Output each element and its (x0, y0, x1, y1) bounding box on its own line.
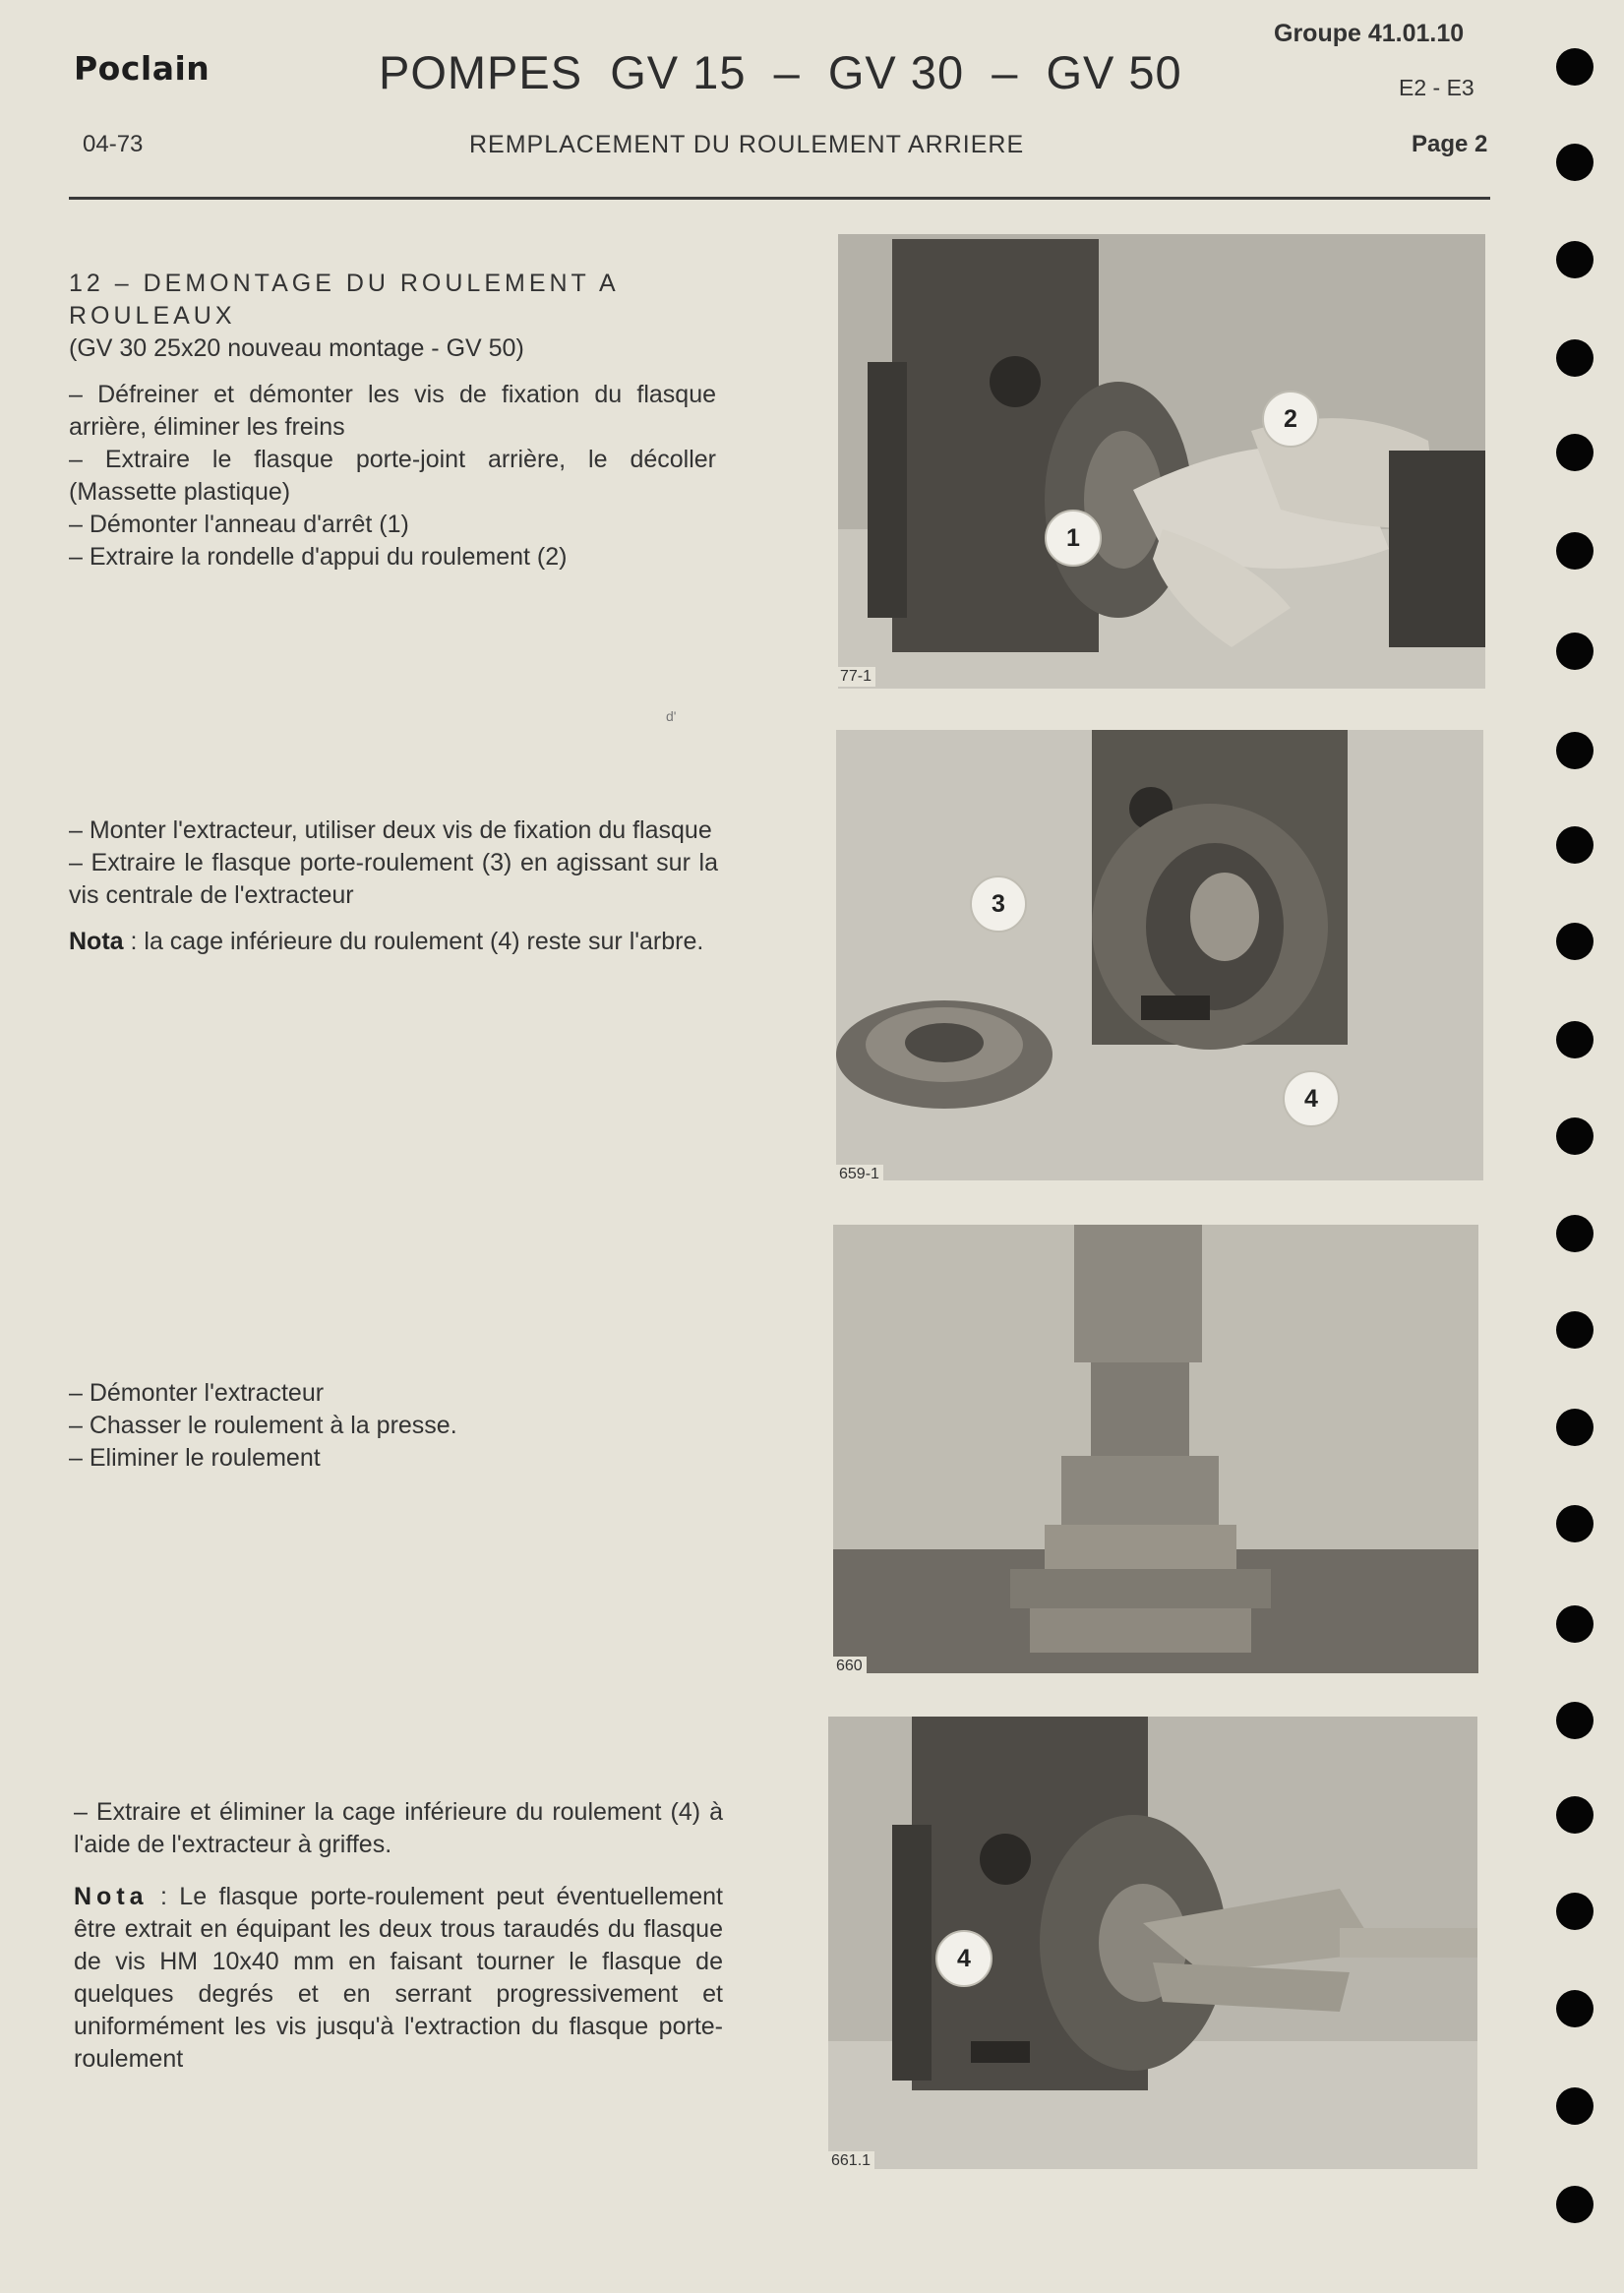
photo-caption: 659-1 (835, 1165, 883, 1184)
step-line: – Extraire et éliminer la cage inférieure du roulement (4) à l'aide de l'extracteur à griffes. (74, 1798, 723, 1858)
step-line: – Démonter l'anneau d'arrêt (1) (69, 511, 409, 538)
photo-caption: 661.1 (827, 2151, 874, 2171)
step-line: – Démonter l'extracteur (69, 1379, 325, 1407)
header-rule (69, 197, 1490, 200)
group-number: Groupe 41.01.10 (1274, 20, 1465, 47)
binder-hole (1556, 339, 1594, 377)
binder-hole (1556, 144, 1594, 181)
photo-extractor-bearing-flange (836, 730, 1483, 1180)
binder-hole (1556, 923, 1594, 960)
nota-label: Nota (74, 1883, 149, 1910)
binder-hole (1556, 1117, 1594, 1155)
binder-hole (1556, 1796, 1594, 1834)
callout-2: 2 (1262, 391, 1319, 448)
step-line: – Défreiner et démonter les vis de fixation du flasque arrière, éliminer les freins (69, 381, 716, 441)
binder-hole (1556, 48, 1594, 86)
document-title: POMPES GV 15 – GV 30 – GV 50 (379, 46, 1182, 98)
binder-hole (1556, 2186, 1594, 2223)
photo-claw-extractor (828, 1717, 1477, 2169)
callout-4: 4 (935, 1930, 992, 1987)
binder-hole (1556, 826, 1594, 864)
binder-hole (1556, 633, 1594, 670)
step-line: – Eliminer le roulement (69, 1444, 321, 1472)
section-4-text (74, 1796, 723, 2076)
binder-hole (1556, 732, 1594, 769)
callout-3: 3 (970, 875, 1027, 933)
brand-logo: Poclain (74, 49, 211, 88)
photo-pump-retaining-ring (838, 234, 1485, 689)
step-line: – Chasser le roulement à la presse. (69, 1412, 457, 1439)
section-2-text (69, 815, 718, 958)
binder-hole (1556, 241, 1594, 278)
page-number: Page 2 (1412, 131, 1488, 157)
binder-hole (1556, 1215, 1594, 1252)
section-subtitle: REMPLACEMENT DU ROULEMENT ARRIERE (469, 131, 1025, 158)
binder-hole (1556, 1893, 1594, 1930)
stray-mark: d' (666, 708, 677, 724)
binder-hole (1556, 1409, 1594, 1446)
section-scope: (GV 30 25x20 nouveau montage - GV 50) (69, 334, 524, 362)
binder-hole (1556, 1021, 1594, 1058)
binder-hole (1556, 1702, 1594, 1739)
section-title: 12 – DEMONTAGE DU ROULEMENT A (69, 270, 620, 297)
binder-hole (1556, 1990, 1594, 2027)
callout-1: 1 (1045, 510, 1102, 567)
callout-4: 4 (1283, 1070, 1340, 1127)
section-1-text (69, 268, 716, 573)
binder-hole (1556, 1311, 1594, 1349)
binder-hole (1556, 1505, 1594, 1542)
step-line: – Extraire le flasque porte-joint arrière, le décoller (Massette plastique) (69, 446, 716, 506)
photo-bearing-press (833, 1225, 1478, 1673)
photo-caption: 77-1 (836, 667, 875, 687)
photo-caption: 660 (832, 1657, 867, 1676)
nota-label: Nota (69, 928, 124, 955)
issue-date: 04-73 (83, 131, 144, 157)
section-3-text (69, 1377, 718, 1475)
nota-text: : Le flasque porte-roulement peut éventuellement être extrait en équipant les deux trous taraudés du flasque de vis HM 10x40 mm en faisant tourner le flasque de quelques degrés et en serrant progressivement et uniformément les vis jusqu'à l'extraction du flasque porte-roulement (74, 1883, 723, 2073)
step-line: – Extraire le flasque porte-roulement (3) en agissant sur la vis centrale de l'extracteur (69, 849, 718, 909)
nota-paragraph (74, 1881, 723, 2076)
nota-paragraph (69, 926, 718, 958)
binder-hole (1556, 434, 1594, 471)
nota-text: : la cage inférieure du roulement (4) reste sur l'arbre. (123, 928, 704, 955)
step-line: – Monter l'extracteur, utiliser deux vis de fixation du flasque (69, 816, 712, 844)
binder-hole (1556, 1605, 1594, 1643)
edition-label: E2 - E3 (1399, 75, 1474, 100)
step-line: – Extraire la rondelle d'appui du roulement (2) (69, 543, 568, 571)
binder-hole (1556, 2087, 1594, 2125)
section-title-cont: ROULEAUX (69, 302, 236, 330)
binder-hole (1556, 532, 1594, 570)
